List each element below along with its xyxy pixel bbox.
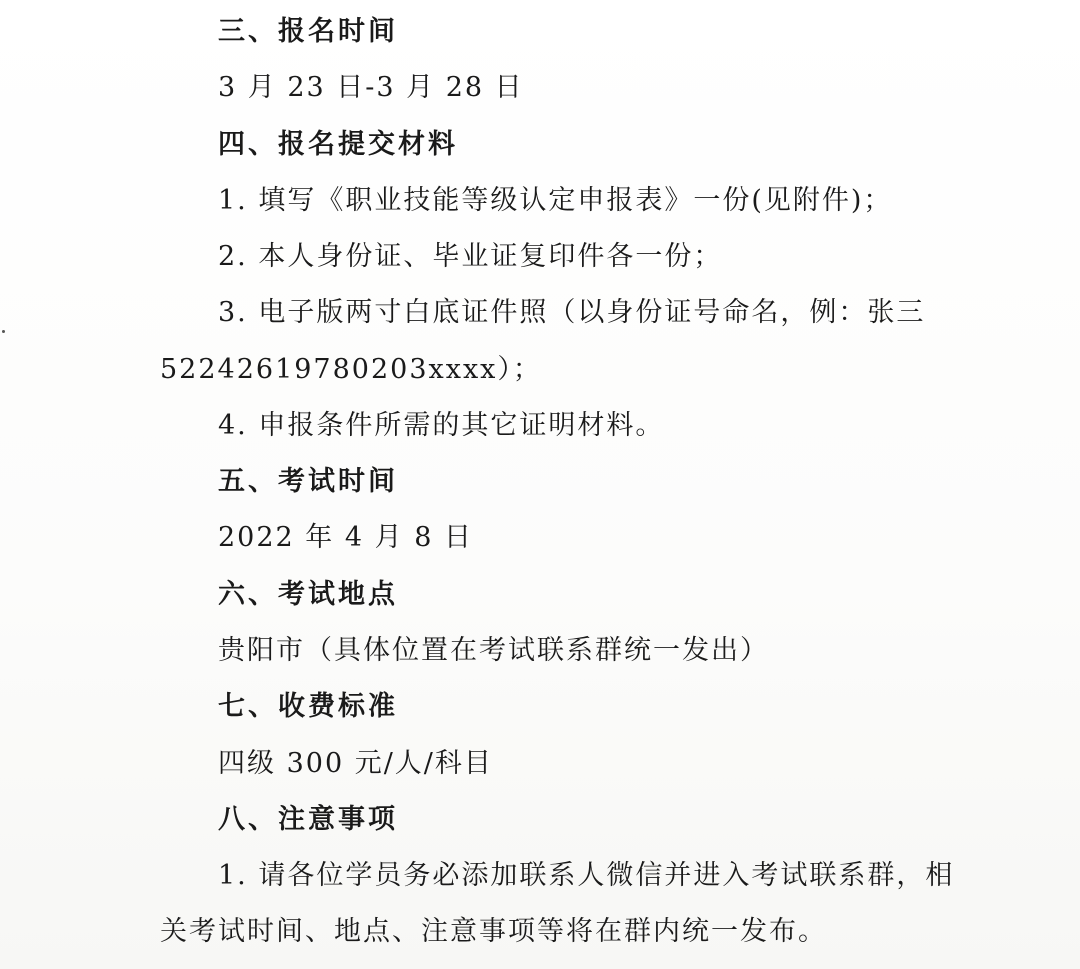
section-6-title: 六、考试地点 (218, 579, 398, 610)
scan-speck (2, 330, 5, 333)
section-4-item-4: 4. 申报条件所需的其它证明材料。 (218, 410, 665, 441)
section-5-value: 2022 年 4 月 8 日 (218, 522, 473, 553)
section-4-item-2: 2. 本人身份证、毕业证复印件各一份； (218, 241, 723, 272)
section-4-item-3-cont: 52242619780203xxxx）； (160, 354, 542, 385)
section-4-title: 四、报名提交材料 (218, 129, 458, 160)
section-4-item-3: 3. 电子版两寸白底证件照（以身份证号命名，例：张三 (218, 297, 926, 328)
section-5-title: 五、考试时间 (218, 466, 398, 497)
section-3-value: 3 月 23 日-3 月 28 日 (218, 72, 524, 103)
section-8-title: 八、注意事项 (218, 804, 398, 835)
section-6-value: 贵阳市（具体位置在考试联系群统一发出） (218, 635, 769, 666)
section-3-title: 三、报名时间 (218, 16, 398, 47)
section-7-title: 七、收费标准 (218, 691, 398, 722)
section-4-item-1: 1. 填写《职业技能等级认定申报表》一份(见附件)； (218, 185, 893, 216)
section-8-item-1: 1. 请各位学员务必添加联系人微信并进入考试联系群，相 (218, 860, 955, 891)
section-8-item-1-cont: 关考试时间、地点、注意事项等将在群内统一发布。 (160, 916, 827, 947)
section-7-value: 四级 300 元/人/科目 (218, 748, 493, 779)
